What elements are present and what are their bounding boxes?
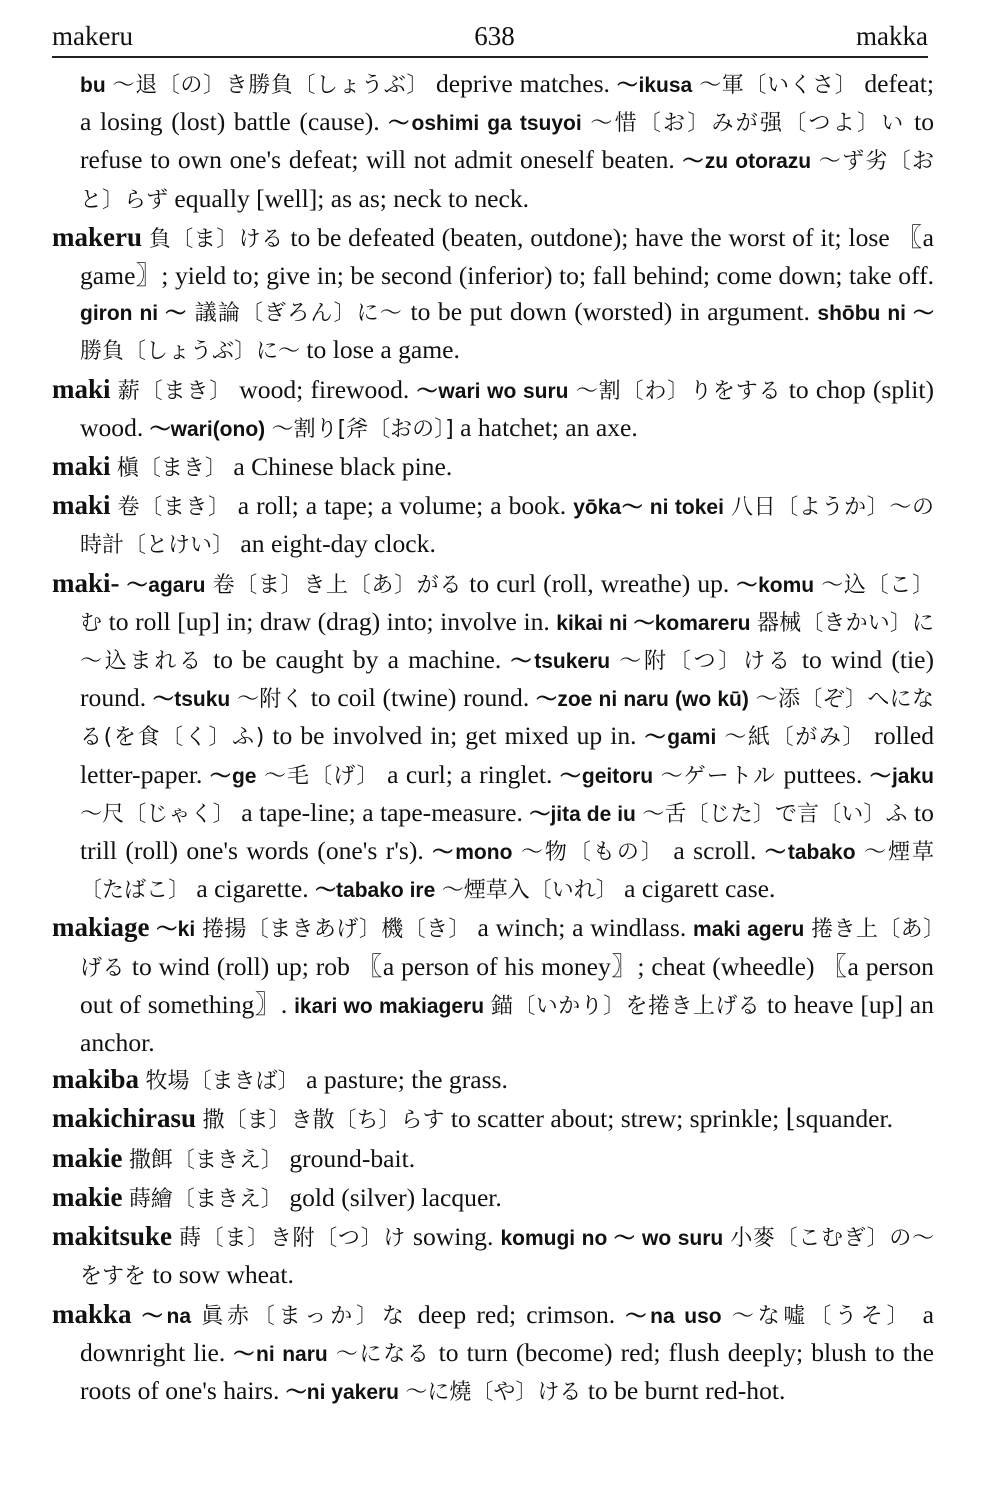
japanese-text: 蒔〔ま〕き附〔つ〕け: [179, 1226, 406, 1252]
japanese-text: ～退〔の〕き勝負〔しょうぶ〕: [112, 73, 429, 98]
romaji-phrase: giron ni ～: [80, 302, 188, 326]
definition-text: [111, 375, 118, 404]
definition-text: [195, 913, 202, 942]
definition-text: [512, 836, 520, 865]
romaji-phrase: kikai ni ～komareru: [556, 611, 751, 635]
entry-headword: makichirasu: [52, 1103, 197, 1134]
japanese-text: 眞赤〔まっか〕な: [201, 1303, 408, 1329]
definition-text: defeat; a losing (lost) battle (cause).: [80, 69, 934, 137]
entry-headword: makiage: [52, 912, 150, 943]
japanese-text: ～な噓〔うそ〕: [731, 1303, 913, 1329]
japanese-text: ～惜〔お〕みが强〔つよ〕い: [590, 111, 906, 137]
definition-text: a hatchet; an axe.: [453, 412, 638, 442]
definition-text: to refuse to own one's defeat; will not admit oneself beaten.: [80, 107, 934, 175]
romaji-phrase: komugi no ～ wo suru: [500, 1227, 724, 1251]
definition-text: [569, 375, 576, 404]
dictionary-entry: [52, 909, 934, 1061]
definition-text: to wind (roll) up; rob 〖a person of his money〗; cheat (wheedle) 〖a person out of something〗.: [80, 951, 934, 1019]
definition-text: a scroll.: [664, 836, 765, 866]
definition-text: a tape-line; a tape-measure.: [234, 797, 530, 827]
romaji-phrase: ～ikusa: [616, 74, 693, 97]
dictionary-entry: [52, 1140, 934, 1179]
japanese-text: ～煙草〔たばこ〕: [80, 840, 935, 904]
japanese-text: ～込〔こ〕む: [80, 572, 934, 636]
japanese-text: ～割〔わ〕りをする: [575, 378, 782, 404]
romaji-phrase: shōbu ni ～: [817, 302, 934, 326]
japanese-text: 卷〔ま〕き上〔あ〕がる: [212, 572, 463, 598]
romaji-phrase: ～wari(ono): [149, 417, 266, 441]
japanese-text: ～軍〔いくさ〕: [699, 73, 858, 98]
dictionary-entries: [52, 66, 934, 1411]
romaji-phrase: ～mono: [432, 841, 513, 865]
romaji-phrase: ～komu: [736, 573, 815, 597]
japanese-text: 器械〔きかい〕に～込まれる: [80, 610, 934, 675]
definition-text: [256, 760, 263, 789]
romaji-phrase: ～agaru: [126, 573, 206, 597]
japanese-text: ～紙〔がみ〕: [724, 725, 867, 751]
dictionary-entry: [52, 66, 934, 219]
definition-text: [187, 297, 195, 326]
japanese-text: 議論〔ぎろん〕に～: [194, 301, 403, 327]
dictionary-entry: [52, 565, 934, 910]
romaji-phrase: ～oshimi ga tsuyoi: [388, 112, 582, 136]
japanese-text: ～ゲートル: [660, 763, 776, 789]
definition-text: to wind (tie) round.: [80, 645, 934, 713]
definition-text: to be involved in; get mixed up in.: [264, 721, 645, 751]
definition-text: rolled letter-paper.: [80, 721, 934, 789]
romaji-phrase: ～na: [141, 1304, 192, 1328]
definition-text: gold (silver) lacquer.: [282, 1182, 502, 1212]
definition-text: a downright lie.: [80, 1299, 934, 1367]
dictionary-entry: [52, 1100, 934, 1139]
definition-text: to trill (roll) one's words (one's r's).: [80, 797, 934, 866]
page-header: [52, 16, 928, 52]
romaji-phrase: ～ni naru: [233, 1342, 328, 1366]
japanese-text: ～舌〔じた〕で言〔い〕ふ: [642, 801, 908, 827]
japanese-text: 薪〔まき〕: [117, 378, 233, 404]
definition-text: to roll [up] in; draw (drag) into; involve in.: [102, 606, 557, 636]
romaji-phrase: ～ki: [156, 918, 196, 942]
japanese-text: ～になる: [335, 1341, 431, 1367]
romaji-phrase: ～tsukeru: [510, 650, 611, 674]
japanese-text: ～に燒〔や〕ける: [405, 1379, 582, 1405]
definition-text: to coil (twine) round.: [304, 683, 536, 713]
definition-text: to be put down (worsted) in argument.: [402, 297, 818, 327]
definition-text: a cigarett case.: [617, 874, 776, 904]
page-number: 638: [474, 21, 515, 51]
definition-text: [653, 760, 660, 789]
entry-headword: maki: [52, 451, 111, 482]
definition-text: puttees.: [776, 759, 870, 789]
dictionary-entry: [52, 371, 934, 448]
definition-text: [191, 1300, 201, 1329]
romaji-phrase: ～ge: [209, 764, 257, 788]
definition-text: to turn (become) red; flush deeply; blush to the roots of one's hairs.: [80, 1337, 934, 1405]
japanese-text: 撒〔ま〕き散〔ち〕らす: [202, 1108, 445, 1134]
entry-headword: maki: [52, 490, 111, 521]
entry-headword: makka: [52, 1298, 132, 1329]
definition-text: [205, 569, 212, 598]
japanese-text: ～煙草入〔いれ〕: [441, 878, 618, 904]
japanese-text: 蒔繪〔まきえ〕: [128, 1186, 283, 1212]
japanese-text: 錨〔いかり〕を捲き上げる: [490, 993, 761, 1019]
japanese-text: ～附く: [236, 687, 304, 713]
japanese-text: ～物〔もの〕: [520, 840, 665, 866]
definition-text: [749, 683, 756, 712]
romaji-phrase: bu: [80, 74, 106, 97]
dictionary-entry: [52, 1218, 934, 1295]
japanese-text: 捲き上〔あ〕げる: [80, 917, 934, 981]
definition-text: deprive matches.: [428, 69, 617, 98]
definition-text: [811, 145, 819, 174]
definition-text: to be defeated (beaten, outdone); have the worst of it; lose 〖a game〗; yield to; give in; be second (inferior) to; fall behind; come down; take off.: [80, 222, 934, 291]
dictionary-entry: [52, 1179, 934, 1218]
romaji-phrase: ～geitoru: [559, 764, 654, 788]
japanese-text: ～割り[斧〔おの〕]: [271, 416, 454, 442]
japanese-text: ～毛〔げ〕: [263, 763, 380, 789]
header-right-guide-word: makka: [856, 21, 928, 51]
definition-text: a winch; a windlass.: [470, 913, 694, 943]
definition-text: to heave [up] an anchor.: [80, 989, 934, 1058]
definition-text: [111, 491, 118, 520]
romaji-phrase: ～tsuku: [152, 688, 231, 712]
header-left-guide-word: makeru: [52, 21, 133, 51]
romaji-phrase: ikari wo makiageru: [294, 994, 485, 1018]
definition-text: to be caught by a machine.: [203, 645, 511, 675]
japanese-text: 槇〔まき〕: [116, 456, 227, 482]
definition-text: equally [well]; as as; neck to neck.: [168, 183, 530, 213]
definition-text: [328, 1338, 336, 1367]
header-rule: [52, 56, 928, 58]
definition-text: a Chinese black pine.: [226, 452, 453, 482]
japanese-text: 小麥〔こむぎ〕の～をすを: [80, 1226, 934, 1290]
romaji-phrase: ～gami: [644, 726, 717, 750]
japanese-text: ～ず劣〔おと〕らず: [80, 149, 934, 213]
japanese-text: 捲揚〔まきあげ〕機〔き〕: [201, 917, 471, 943]
romaji-phrase: maki ageru: [693, 918, 805, 942]
romaji-phrase: ～zu otorazu: [682, 150, 812, 174]
romaji-phrase: ～tabako: [764, 841, 856, 865]
entry-headword: makie: [52, 1142, 123, 1173]
dictionary-entry: [52, 1296, 934, 1412]
dictionary-entry: [52, 487, 934, 564]
definition-text: [230, 683, 237, 712]
japanese-text: 牧場〔まきば〕: [145, 1069, 300, 1095]
definition-text: a cigarette.: [190, 874, 316, 904]
definition-text: to chop (split) wood.: [80, 374, 934, 442]
definition-text: to sow wheat.: [146, 1260, 294, 1290]
definition-text: sowing.: [405, 1222, 501, 1252]
definition-text: [106, 69, 113, 98]
entry-headword: makitsuke: [52, 1221, 173, 1252]
japanese-text: 撒餌〔まきえ〕: [128, 1147, 283, 1173]
definition-text: [120, 569, 127, 598]
dictionary-entry: [52, 448, 934, 487]
japanese-text: 卷〔まき〕: [117, 495, 231, 521]
dictionary-entry: [52, 219, 934, 371]
romaji-phrase: yōka～ ni tokei: [573, 496, 724, 520]
definition-text: [724, 491, 731, 520]
definition-text: [132, 1300, 142, 1329]
definition-text: ground-bait.: [282, 1143, 416, 1173]
definition-text: deep red; crimson.: [407, 1299, 626, 1329]
definition-text: a roll; a tape; a volume; a book.: [230, 491, 574, 521]
japanese-text: 勝負〔しょうぶ〕に～: [80, 339, 301, 365]
romaji-phrase: ～na uso: [625, 1304, 722, 1328]
japanese-text: 負〔ま〕ける: [148, 226, 284, 252]
japanese-text: ～附〔つ〕ける: [619, 649, 793, 675]
definition-text: [610, 645, 619, 674]
definition-text: [722, 1300, 732, 1329]
entry-headword: maki: [52, 373, 111, 404]
romaji-phrase: ～jaku: [869, 764, 934, 788]
definition-text: wood; firewood.: [232, 374, 417, 404]
entry-headword: makeru: [52, 221, 142, 252]
romaji-phrase: ～zoe ni naru (wo kū): [536, 688, 749, 712]
entry-headword: makie: [52, 1181, 123, 1212]
dictionary-entry: [52, 1061, 934, 1100]
romaji-phrase: ～ni yakeru: [285, 1380, 399, 1404]
definition-text: [142, 223, 149, 252]
definition-text: to be burnt red-hot.: [581, 1375, 786, 1405]
entry-headword: maki-: [52, 567, 120, 598]
definition-text: to lose a game.: [300, 335, 460, 365]
definition-text: to curl (roll, wreathe) up.: [462, 568, 737, 598]
romaji-phrase: ～jita de iu: [529, 802, 636, 826]
definition-text: [484, 990, 491, 1019]
definition-text: a pasture; the grass.: [299, 1065, 508, 1095]
romaji-phrase: ～tabako ire: [315, 879, 436, 903]
entry-headword: makiba: [52, 1064, 140, 1095]
japanese-text: ～尺〔じゃく〕: [80, 801, 235, 827]
definition-text: [856, 836, 864, 865]
japanese-text: 八日〔ようか〕～の時計〔とけい〕: [80, 495, 934, 559]
romaji-phrase: ～wari wo suru: [416, 379, 569, 403]
definition-text: a curl; a ringlet.: [379, 759, 560, 789]
definition-text: an eight-day clock.: [234, 529, 436, 559]
japanese-text: ～添〔ぞ〕へになる(を食〔く〕ふ): [80, 687, 935, 751]
definition-text: to scatter about; strew; sprinkle; ⌊squander.: [444, 1104, 893, 1134]
